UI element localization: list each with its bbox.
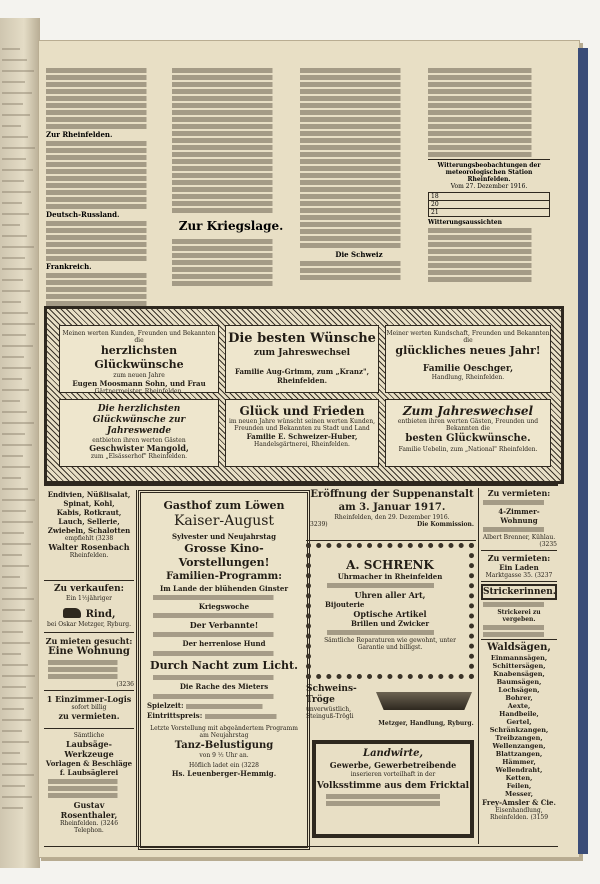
rule	[44, 728, 134, 729]
previous-page-text-line	[2, 697, 33, 699]
previous-page-text-line	[2, 543, 31, 545]
wanted-ad: Zu mieten gesucht: Eine Wohnung (3236	[45, 636, 134, 688]
previous-page-text-line	[2, 521, 33, 523]
editorial-column-2	[172, 66, 290, 288]
previous-page-text-line	[2, 455, 23, 457]
veg-ad: Endivien, Nüßlisalat, Spinat, Kohl, Kabis, Rotkraut, Lauch, Sellerie, Zwiebeln, Schalotten empfiehlt (3238 Walter Rosenbach Rheinfelden.	[47, 490, 131, 559]
greeting-ad-grimm: Die besten Wünsche zum Jahreswechsel Familie Aug-Grimm, zum „Kranz", Rheinfelden.	[225, 325, 379, 393]
previous-page-text-line	[2, 257, 25, 259]
previous-page-text-line	[2, 774, 34, 776]
previous-page-text-line	[2, 466, 30, 468]
editorial-column-1	[46, 66, 164, 329]
cow-icon	[63, 608, 81, 618]
rule	[306, 540, 476, 541]
previous-page-text-line	[2, 807, 23, 809]
previous-page-text-line	[2, 103, 23, 105]
previous-page-text-line	[2, 785, 25, 787]
cow-sale-ad: Zu verkaufen: Ein 1½jähriger Rind, bei Oskar Metzger, Ryburg.	[46, 584, 131, 628]
schrenk-ad: A. SCHRENK Uhrmacher in Rheinfelden Uhren aller Art, Bijouterie Optische Artikel Brillen und Zwicker Sämtliche Reparaturen wie gewohnt, unter Garantie und billigst.	[306, 543, 474, 679]
previous-page-text-line	[2, 279, 23, 281]
previous-page-text-line	[2, 268, 32, 270]
previous-page-text-line	[2, 719, 31, 721]
greeting-ad-uebelin: Zum Jahreswechsel entbieten ihren werten Gästen, Freunden und Bekannten die besten Glückwünsche. Familie Uebelin, zum „National" Rheinfelden.	[385, 399, 551, 467]
previous-page-text-line	[2, 389, 29, 391]
previous-page-text-line	[2, 675, 35, 677]
previous-page-text-line	[2, 400, 20, 402]
previous-page-text-line	[2, 169, 33, 171]
previous-page-text-line	[2, 290, 30, 292]
forecast-title: Witterungsaussichten	[428, 219, 502, 226]
rule	[44, 690, 134, 691]
weather-table	[428, 192, 550, 217]
previous-page-text-line	[2, 213, 29, 215]
previous-page-text-line	[2, 334, 26, 336]
previous-page-text-line	[2, 158, 26, 160]
weather-row: 18	[429, 193, 549, 201]
previous-page-text-line	[2, 202, 22, 204]
book-spine-blue	[578, 48, 588, 854]
previous-page-text-line	[2, 620, 32, 622]
previous-page-text-line	[2, 510, 26, 512]
col1-head-1: Zur Rheinfelden.	[46, 130, 113, 139]
previous-page-text-line	[2, 763, 27, 765]
room-ad: 1 Einzimmer-Logis sofort billig zu vermieten.	[46, 694, 132, 721]
previous-page-text-line	[2, 224, 20, 226]
previous-page-text-line	[2, 422, 34, 424]
weather-title: Witterungsbeobachtungen der meteorologischen Station Rheinfelden.	[428, 159, 550, 183]
rule	[44, 484, 558, 486]
previous-page-text-line	[2, 345, 33, 347]
previous-page-text-line	[2, 147, 35, 149]
previous-page-text-line	[2, 554, 22, 556]
previous-page-text-line	[2, 378, 22, 380]
previous-page-text-line	[2, 312, 28, 314]
previous-page-text-line	[2, 444, 32, 446]
previous-page-text-line	[2, 246, 34, 248]
editorial-column-3	[300, 66, 418, 282]
previous-page-text-line	[2, 59, 27, 61]
previous-page-text-line	[2, 752, 20, 754]
tools-ad: Sämtliche Laubsäge-Werkzeuge Vorlagen & Beschläge f. Laubsäglerei Gustav Rosenthaler, Rheinfelden. (3246 Telephon.	[45, 732, 133, 834]
previous-page-text-line	[2, 180, 24, 182]
saws-list: Einmannsägen, Schittersägen, Knabensägen, Baumsägen, Lochsägen, Bohrer, Aexte, Handbeile, Gertel, Schränkzangen, Treibzangen, Wellenzangen, Blattzangen, Hämmer, Wellendraht, Ketten, Feilen, Messer,	[489, 654, 549, 798]
greeting-ad-schweizer: Glück und Frieden im neuen Jahre wünscht seinen werten Kunden, Freunden und Bekannten zu Stadt und Land Familie E. Schweizer-Huber, Handelsgärtnerei, Rheinfelden.	[225, 399, 379, 467]
previous-page-text-line	[2, 92, 32, 94]
rule	[44, 632, 134, 633]
weather-row: 21	[431, 209, 439, 216]
previous-page-text-line	[2, 70, 34, 72]
rule	[44, 580, 134, 581]
previous-page-text-line	[2, 367, 31, 369]
schweins-ad: Schweins- Tröge unverwüstlich, Steinguß-Trögli Metzger, Handlung, Ryburg.	[306, 684, 474, 727]
previous-page-text-line	[2, 81, 25, 83]
previous-page-text-line	[2, 532, 24, 534]
previous-page-text-line	[2, 136, 28, 138]
previous-page-text-line	[2, 664, 28, 666]
rule	[44, 846, 558, 847]
trough-icon	[376, 692, 472, 710]
previous-page-text-line	[2, 499, 35, 501]
previous-page-text-line	[2, 488, 28, 490]
weather-date: Vom 27. Dezember 1916.	[450, 183, 528, 190]
rule	[478, 488, 479, 844]
editorial-column-4	[428, 66, 550, 284]
previous-page-text-line	[2, 631, 23, 633]
previous-page-text-line	[2, 433, 25, 435]
previous-page-edge	[0, 18, 40, 868]
previous-page-text-line	[2, 114, 30, 116]
previous-page-text-line	[2, 708, 24, 710]
previous-page-text-line	[2, 686, 26, 688]
previous-page-text-line	[2, 796, 32, 798]
gasthof-ad: Gasthof zum Löwen Kaiser-August Sylvester und Neujahrstag Grosse Kino-Vorstellungen! Familien-Programm: Im Lande der blühenden Ginster Kriegswoche Der Verbannte! Der herrenlose Hund Durch Nacht zum Licht. Die Rache des Mieters Spielzeit: Eintrittspreis: Letzte Vorstellung mit abgeändertem Programm am Neujahrstag Tanz-Belustigung von 9 ½ Uhr an. Höflich ladet ein (3228 Hs. Leuenberger-Hemmig.	[138, 490, 310, 850]
previous-page-text-line	[2, 411, 27, 413]
greeting-ad-moosmann: Meinen werten Kunden, Freunden und Bekannten die herzlichsten Glückwünsche zum neuen Jahre Eugen Moosmann Sohn, und Frau Gärtnermeister, Rheinfelden.	[59, 325, 219, 393]
kriegslage-heading: Zur Kriegslage.	[178, 219, 284, 233]
previous-page-text-line	[2, 587, 27, 589]
col1-head-3: Frankreich.	[46, 262, 92, 271]
weather-row: 20	[429, 201, 549, 209]
new-year-greetings-block	[44, 306, 564, 484]
previous-page-text-line	[2, 642, 30, 644]
previous-page-text-line	[2, 235, 27, 237]
schweiz-heading: Die Schweiz	[335, 250, 383, 259]
previous-page-text-line	[2, 323, 35, 325]
previous-page-text-line	[2, 741, 29, 743]
previous-page-text-line	[2, 598, 34, 600]
landwirte-ad: Landwirte, Gewerbe, Gewerbetreibende inserieren vorteilhaft in der Volksstimme aus dem Fricktal	[312, 740, 474, 838]
previous-page-text-line	[2, 609, 25, 611]
previous-page-text-line	[2, 576, 20, 578]
previous-page-text-line	[2, 356, 24, 358]
previous-page-text-line	[2, 730, 22, 732]
previous-page-text-line	[2, 191, 31, 193]
right-ads-column: Zu vermieten: 4-Zimmer-Wohnung Albert Brenner, Kühlau. (3235 Zu vermieten: Ein Laden Marktgasse 35. (3237 Strickerinnen. Strickerei zu vergeben. Waldsägen, Einmannsägen, Schittersägen, Knabensägen, Baumsägen, Lochsägen, Bohrer, Aexte, Handbeile, Gertel, Schränkzangen, Treibzangen, Wellenzangen, Blattzangen, Hämmer, Wellendraht, Ketten, Feilen, Messer, Frey-Amsler & Cie. Eisenhandlung, Rheinfelden. (3159	[482, 488, 557, 821]
previous-page-text-line	[2, 125, 21, 127]
previous-page-text-line	[2, 653, 21, 655]
left-ads-column	[44, 490, 134, 846]
suppe-ad: Eröffnung der Suppenanstalt am 3. Januar 1917. Rheinfelden, den 29. Dezember 1916. 3239) Die Kommission.	[310, 489, 474, 528]
col1-head-2: Deutsch-Russland.	[46, 210, 120, 219]
previous-page-text-line	[2, 48, 20, 50]
previous-page-text-line	[2, 301, 21, 303]
rule	[136, 490, 137, 846]
previous-page-text-line	[2, 477, 21, 479]
greeting-ad-mangold: Die herzlichsten Glückwünsche zur Jahreswende entbieten ihren werten Gästen Geschwister Mangold, zum „Elsässerhof" Rheinfelden.	[59, 399, 219, 467]
greeting-ad-oeschger: Meiner werten Kundschaft, Freunden und Bekannten die glückliches neues Jahr! Familie Oeschger, Handlung, Rheinfelden.	[385, 325, 551, 393]
previous-page-text-line	[2, 565, 29, 567]
